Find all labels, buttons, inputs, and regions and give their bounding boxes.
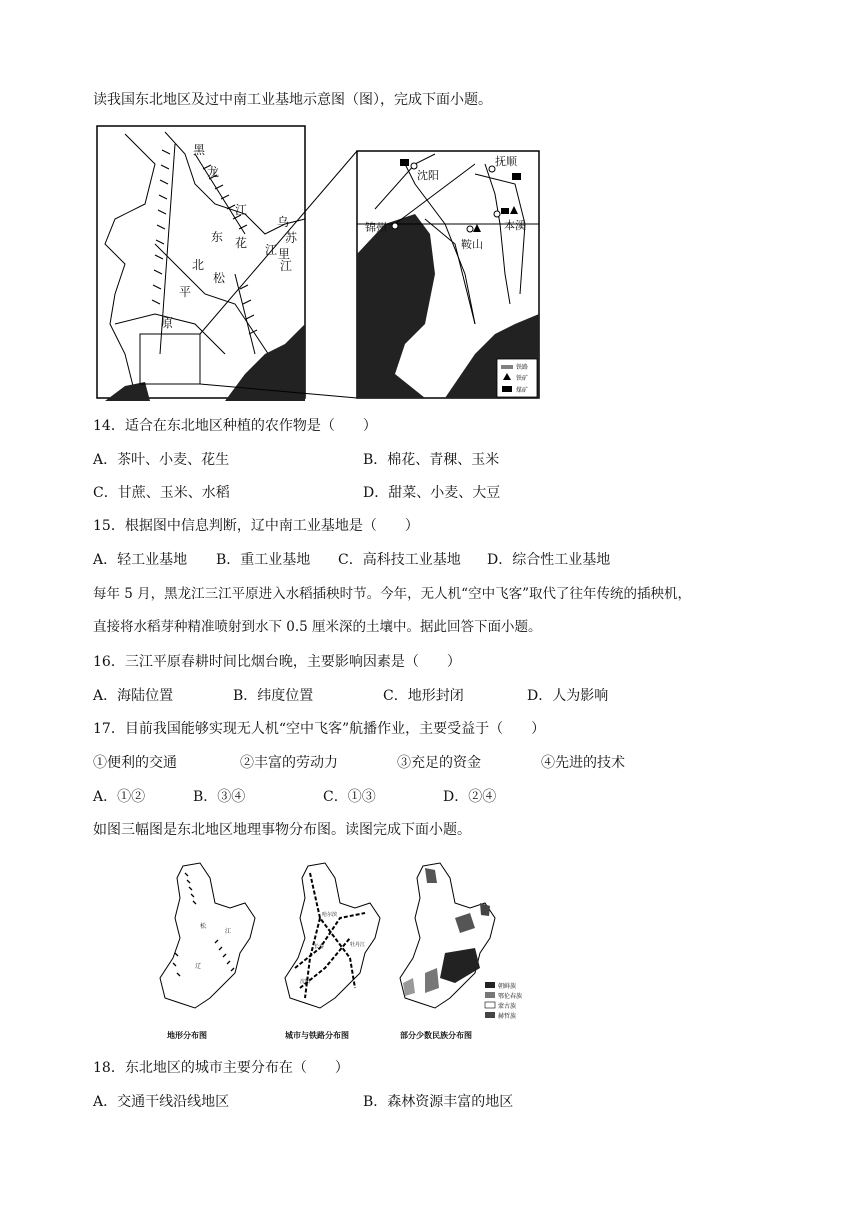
q17-option-b[interactable]: B．③④ [193, 789, 246, 805]
northeast-distribution-maps [155, 858, 530, 1045]
q17-item-2: ②丰富的劳动力 [240, 755, 338, 771]
legend-iron: 铁矿 [516, 375, 529, 382]
q17-option-c[interactable]: C．①③ [323, 789, 376, 805]
q18-option-b[interactable]: B．森林资源丰富的地区 [363, 1094, 514, 1110]
map-label: 江 [280, 259, 293, 273]
legend-mongol: 蒙古族 [498, 1003, 517, 1010]
q16-option-a[interactable]: A．海陆位置 [93, 688, 174, 704]
map-label: 江 [265, 243, 278, 257]
q17-option-a[interactable]: A．①② [93, 789, 146, 805]
city-anshan: 鞍山 [461, 238, 483, 251]
svg-text:辽: 辽 [195, 963, 202, 970]
map-label: 龙 [207, 165, 220, 179]
legend-railway: 铁路 [516, 364, 529, 371]
legend-oroqen: 鄂伦春族 [498, 993, 523, 1000]
q16-option-b[interactable]: B．纬度位置 [233, 688, 314, 704]
q15-option-c[interactable]: C．高科技工业基地 [338, 552, 461, 568]
legend-korean: 朝鲜族 [498, 983, 517, 990]
q18-stem: 18．东北地区的城市主要分布在（ ） [93, 1060, 349, 1076]
q18-option-a[interactable]: A．交通干线沿线地区 [93, 1094, 230, 1110]
q16-stem: 16．三江平原春耕时间比烟台晚，主要影响因素是（ ） [93, 654, 461, 670]
legend-coal: 煤矿 [516, 387, 529, 394]
map-label: 东 [211, 230, 224, 244]
northeast-industrial-map [95, 124, 543, 401]
q14-option-c[interactable]: C．甘蔗、玉米、水稻 [93, 485, 230, 501]
q15-option-a[interactable]: A．轻工业基地 [93, 552, 188, 568]
map-label: 北 [192, 258, 205, 272]
svg-text:牡丹江: 牡丹江 [350, 942, 366, 948]
map-label: 松 [213, 271, 226, 285]
map-label: 平 [179, 285, 192, 299]
q14-option-d[interactable]: D．甜菜、小麦、大豆 [363, 485, 501, 501]
q17-option-d[interactable]: D．②④ [443, 789, 497, 805]
map-label: 花 [235, 236, 248, 250]
q17-item-4: ④先进的技术 [541, 755, 625, 771]
map-label: 乌 [277, 215, 290, 229]
q17-item-3: ③充足的资金 [397, 755, 481, 771]
q14-option-b[interactable]: B．棉花、青稞、玉米 [363, 452, 500, 468]
map-label: 里 [278, 247, 291, 261]
map-label: 江 [235, 203, 248, 217]
q14-stem: 14．适合在东北地区种植的农作物是（ ） [93, 418, 377, 434]
intro-text-2-line-1: 每年 5 月，黑龙江三江平原进入水稻插秧时节。今年，无人机“空中飞客”取代了往年传统的插秧机， [93, 586, 691, 602]
q16-option-c[interactable]: C．地形封闭 [383, 688, 464, 704]
q17-stem: 17．目前我国能够实现无人机“空中飞客”航播作业，主要受益于（ ） [93, 721, 546, 737]
caption-city-railway-map: 城市与铁路分布图 [285, 1031, 349, 1040]
svg-text:长春: 长春 [314, 944, 325, 950]
legend-hezhe: 赫哲族 [498, 1013, 517, 1020]
svg-text:江: 江 [225, 928, 232, 935]
city-benxi: 本溪 [504, 219, 526, 232]
map-label: 原 [161, 316, 174, 330]
q15-option-b[interactable]: B．重工业基地 [216, 552, 311, 568]
map-label: 苏 [285, 231, 298, 245]
caption-terrain-map: 地形分布图 [167, 1031, 207, 1040]
svg-text:沈阳: 沈阳 [300, 979, 311, 985]
city-shenyang: 沈阳 [417, 169, 439, 182]
terrain-map [160, 863, 255, 1008]
q15-stem: 15．根据图中信息判断，辽中南工业基地是（ ） [93, 518, 419, 534]
svg-text:松: 松 [200, 923, 207, 930]
intro-text-3: 如图三幅图是东北地区地理事物分布图。读图完成下面小题。 [93, 822, 471, 838]
intro-text-1: 读我国东北地区及过中南工业基地示意图（图），完成下面小题。 [93, 92, 492, 108]
q16-option-d[interactable]: D．人为影响 [527, 688, 609, 704]
city-fushun: 抚顺 [495, 155, 517, 168]
map-label: 黑 [193, 143, 206, 157]
ethnic-map [400, 863, 495, 1008]
q14-option-a[interactable]: A．茶叶、小麦、花生 [93, 452, 230, 468]
intro-text-2-line-2: 直接将水稻芽种精准喷射到水下 0.5 厘米深的土壤中。据此回答下面小题。 [93, 619, 542, 635]
svg-text:哈尔滨: 哈尔滨 [322, 912, 338, 918]
q15-option-d[interactable]: D．综合性工业基地 [487, 552, 611, 568]
caption-ethnic-map: 部分少数民族分布图 [400, 1031, 472, 1040]
city-jinzhou: 锦州 [365, 221, 387, 234]
city-railway-map [285, 863, 380, 1008]
q17-item-1: ①便利的交通 [93, 755, 177, 771]
